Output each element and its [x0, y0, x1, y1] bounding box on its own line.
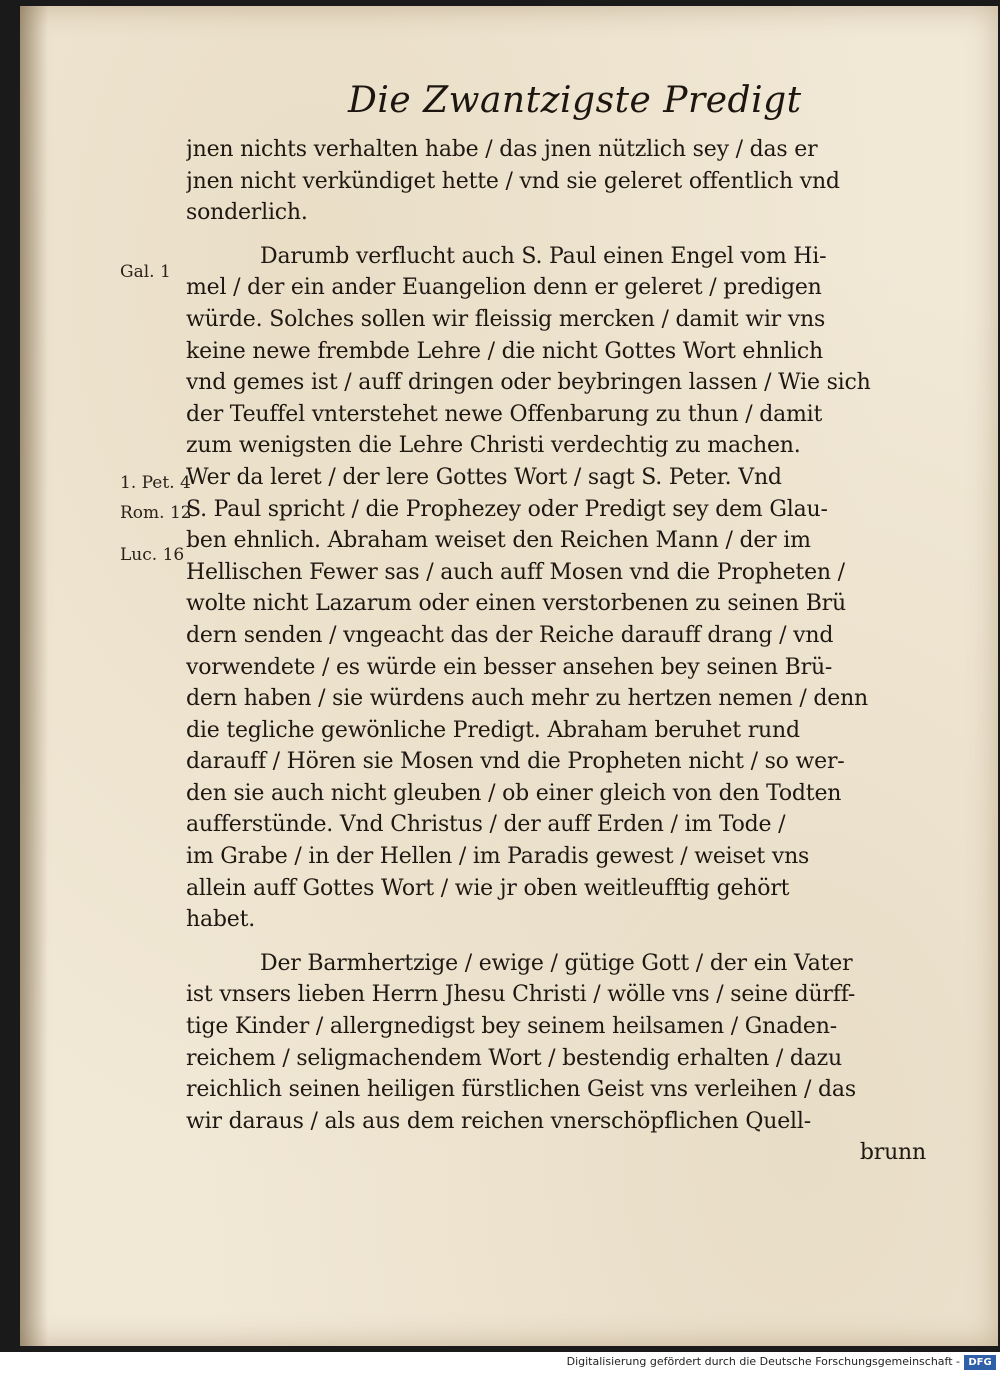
text-line: würde. Solches sollen wir fleissig mercken / damit wir vns: [186, 306, 826, 332]
text-line: zum wenigsten die Lehre Christi verdechtig zu machen.: [186, 433, 801, 459]
text-line: wir daraus / als aus dem reichen vnerschöpflichen Quell-: [186, 1108, 811, 1134]
text-line: darauff / Hören sie Mosen vnd die Propheten nicht / so wer-: [186, 749, 845, 775]
text-line: ist vnsers lieben Herrn Jhesu Christi / wölle vns / seine dürff-: [186, 982, 856, 1008]
text-line: Wer da leret / der lere Gottes Wort / sagt S. Peter. Vnd: [186, 464, 782, 490]
text-line: sonderlich.: [186, 200, 308, 226]
paragraph-3: [186, 948, 926, 1138]
margin-note-pet: 1. Pet. 4: [120, 473, 191, 493]
running-head: Die Zwantzigste Predigt: [348, 80, 802, 121]
text-line: jnen nichts verhalten habe / das jnen nützlich sey / das er: [186, 137, 818, 162]
text-line: den sie auch nicht gleuben / ob einer gleich von den Todten: [186, 780, 842, 806]
catchword: brunn: [859, 1140, 926, 1166]
paragraph-2: [186, 241, 926, 936]
text-line: tige Kinder / allergnedigst bey seinem heilsamen / Gnaden-: [186, 1014, 837, 1040]
text-line: habet.: [186, 907, 256, 933]
text-line: Der Barmhertzige / ewige / gütige Gott / der ein Vater: [260, 950, 853, 976]
footer-bar: [0, 1352, 1000, 1374]
text-line: dern senden / vngeacht das der Reiche darauff drang / vnd: [186, 622, 834, 648]
text-line: jnen nicht verkündiget hette / vnd sie geleret offentlich vnd: [186, 168, 840, 194]
text-line: S. Paul spricht / die Prophezey oder Predigt sey dem Glau-: [186, 496, 828, 522]
paragraph-1: [186, 134, 926, 229]
text-line: im Grabe / in der Hellen / im Paradis gewest / weiset vns: [186, 844, 810, 870]
text-line: aufferstünde. Vnd Christus / der auff Erden / im Tode /: [186, 812, 786, 838]
text-line: dern haben / sie würdens auch mehr zu hertzen nemen / denn: [186, 686, 869, 712]
text-line: die tegliche gewönliche Predigt. Abraham beruhet rund: [186, 717, 800, 743]
footer-credit: Digitalisierung gefördert durch die Deutsche Forschungsgemeinschaft -: [566, 1355, 960, 1368]
text-line: Hellischen Fewer sas / auch auff Mosen vnd die Propheten /: [186, 559, 845, 585]
text-line: reichem / seligmachendem Wort / bestendig erhalten / dazu: [186, 1045, 843, 1071]
text-line: wolte nicht Lazarum oder einen verstorbenen zu seinen Brü: [186, 591, 846, 617]
text-line: reichlich seinen heiligen fürstlichen Geist vns verleihen / das: [186, 1077, 856, 1103]
text-line: Darumb verflucht auch S. Paul einen Engel vom Hi-: [260, 243, 827, 269]
text-line: mel / der ein ander Euangelion denn er geleret / predigen: [186, 275, 822, 301]
margin-note-rom: Rom. 12: [120, 503, 192, 523]
text-line: allein auff Gottes Wort / wie jr oben weitleufftig gehört: [186, 875, 790, 901]
text-line: ben ehnlich. Abraham weiset den Reichen Mann / der im: [186, 528, 811, 554]
margin-note-luc: Luc. 16: [120, 545, 185, 565]
text-line: der Teuffel vnterstehet newe Offenbarung zu thun / damit: [186, 401, 823, 427]
text-line: vnd gemes ist / auff dringen oder beybringen lassen / Wie sich: [186, 370, 871, 396]
text-line: keine newe frembde Lehre / die nicht Gottes Wort ehnlich: [186, 338, 823, 364]
dfg-logo[interactable]: DFG: [964, 1355, 996, 1370]
margin-note-gal: Gal. 1: [120, 262, 171, 282]
text-block: [186, 134, 926, 1169]
text-line: vorwendete / es würde ein besser ansehen bey seinen Brü-: [186, 654, 833, 680]
